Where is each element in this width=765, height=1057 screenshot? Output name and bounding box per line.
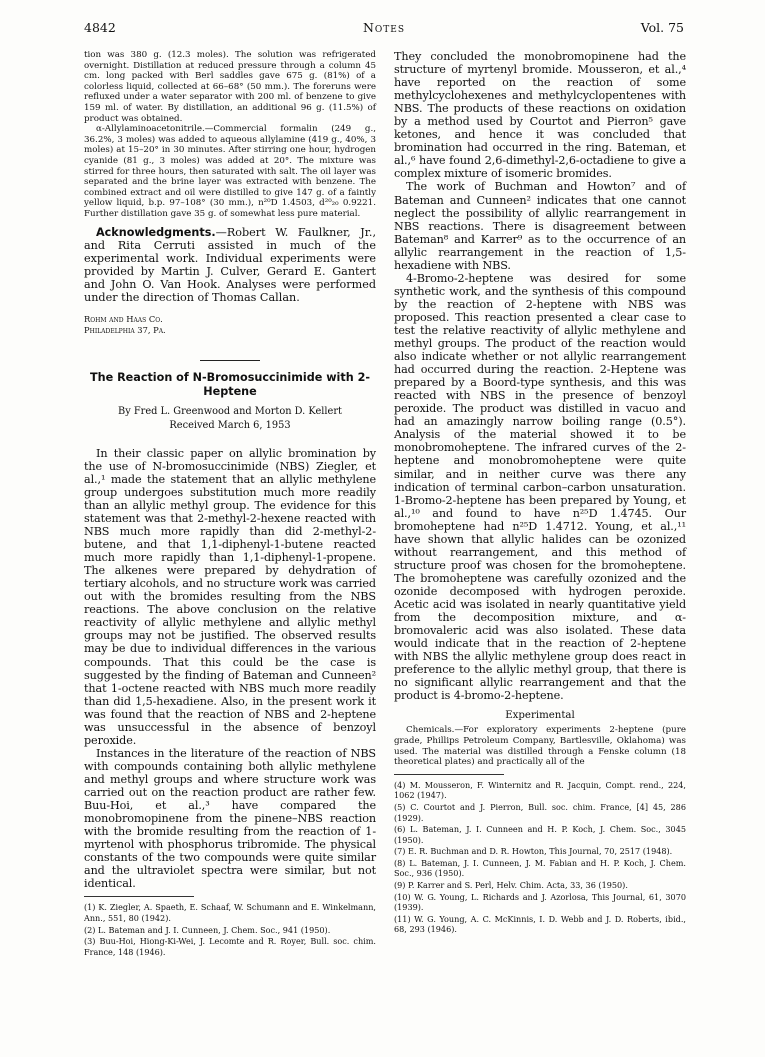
footnote: (3) Buu-Hoi, Hiong-Ki-Wei, J. Lecomte and R. Royer, Bull. soc. chim. France, 148 (1946). xyxy=(84,936,376,957)
right-column xyxy=(394,50,686,935)
footnotes-left xyxy=(84,902,376,957)
acknowledgments-heading: Acknowledgments. xyxy=(96,225,216,239)
continued-paragraph: tion was 380 g. (12.3 moles). The solution was refrigerated overnight. Distillation at reduced pressure through a column 45 cm. long packed with Berl saddles gave 675 g. (81%) of a colorless liquid, collected at 66–68° (50 mm.). The foreruns were refluxed under a water separator with 200 ml. of benzene to give 159 ml. of water. By distillation, an additional 96 g. (11.5%) of product was obtained. xyxy=(84,50,376,124)
received-date: Received March 6, 1953 xyxy=(169,419,291,431)
body-paragraph-1: They concluded the monobromopinene had the structure of myrtenyl bromide. Mousseron, et al.,⁴ have reported on the reaction of some methylcyclohexenes and methylcyclopentenes with NBS. The products of these reactions on oxidation by a method used by Courtot and Pierron⁵ gave ketones, and hence it was concluded that bromination had occurred in the ring. Bateman, et al.,⁶ have found 2,6-dimethyl-2,6-octadiene to give a complex mixture of isomeric bromides. xyxy=(394,50,686,181)
section-name: Notes xyxy=(362,20,406,35)
footnotes-right xyxy=(394,780,686,935)
article-title: The Reaction of N-Bromosuccinimide with 2-Heptene xyxy=(89,370,371,398)
left-column xyxy=(84,50,376,957)
body-paragraph-3: 4-Bromo-2-heptene was desired for some synthetic work, and the synthesis of this compound by the reaction of 2-heptene with NBS was proposed. This reaction presented a clear case to test the relative reactivity of allylic methylene and methyl groups. The product of the reaction would also indicate whether or not allylic rearrangement had occurred during the reaction. 2-Heptene was prepared by a Boord-type synthesis, and this was reacted with NBS in the presence of benzoyl peroxide. The product was distilled in vacuo and had an amazingly narrow boiling range (0.5°). Analysis of the material showed it to be monobromoheptene. The infrared curves of the 2-heptene and monobromoheptene were quite similar, and in neither curve was there any indication of terminal carbon–carbon unsaturation. 1-Bromo-2-heptene has been prepared by Young, et al.,¹⁰ and found to have n²⁵D 1.4745. Our bromoheptene had n²⁵D 1.4712. Young, et al.,¹¹ have shown that allylic halides can be ozonized without rearrangement, and this method of structure proof was chosen for the bromoheptene. The bromoheptene was carefully ozonized and the ozonide decomposed with hydrogen peroxide. Acetic acid was isolated in nearly quantitative yield from the decomposition mixture, and α-bromovaleric acid was also isolated. These data would indicate that in the reaction of 2-heptene with NBS the allylic methylene group does react in preference to the allylic methyl group, that there is no significant allylic rearrangement and that the product is 4-bromo-2-heptene. xyxy=(394,271,686,703)
footnote: (5) C. Courtot and J. Pierron, Bull. soc. chim. France, [4] 45, 286 (1929). xyxy=(394,801,686,823)
page-number: 4842 xyxy=(84,20,116,35)
footnote: (9) P. Karrer and S. Perl, Helv. Chim. Acta, 33, 36 (1950). xyxy=(394,880,628,891)
volume-number: Vol. 75 xyxy=(640,20,684,35)
intro-paragraph-1: In their classic paper on allylic bromination by the use of N-bromosuccinimide (NBS) Ziegler, et al.,¹ made the statement that an allylic methylene group undergoes substitution much more readily than an allylic methyl group. The evidence for this statement was that 2-methyl-2-hexene reacted with NBS much more rapidly than did 2-methyl-2-butene, and that 1,1-diphenyl-1-butene reacted much more rapidly than 1,1-diphenyl-1-propene. The alkenes were prepared by dehydration of tertiary alcohols, and no structure work was carried out with the bromides resulting from the NBS reactions. The above conclusion on the relative reactivity of allylic methylene and allylic methyl groups may not be justified. The observed results may be due to individual differences in the various compounds. That this could be the case is suggested by the finding of Bateman and Cunneen² that 1-octene reacted with NBS much more readily than did 1,5-hexadiene. Also, in the present work it was found that the reaction of NBS and 2-heptene was unsuccessful in the absence of benzoyl peroxide. xyxy=(84,446,376,747)
body-paragraph-2: The work of Buchman and Howton⁷ and of Bateman and Cunneen² indicates that one cannot neglect the possibility of allylic rearrangement in NBS reactions. There is disagreement between Bateman⁸ and Karrer⁹ as to the occurrence of an allylic rearrangement in the reaction of 1,5-hexadiene with NBS. xyxy=(394,180,686,272)
article-authors: By Fred L. Greenwood and Morton D. Kellert xyxy=(118,405,342,417)
affiliation-address xyxy=(84,314,376,336)
experimental-heading: Experimental xyxy=(505,710,575,722)
intro-paragraph-2: Instances in the literature of the reaction of NBS with compounds containing both allylic methylene and methyl groups and where structure work was carried out on the reaction product are rather few. Buu-Hoi, et al.,³ have compared the monobromopinene from the pinene–NBS reaction with the bromide resulting from the reaction of 1-myrtenol with phosphorus tribromide. The physical constants of the two compounds were quite similar and the ultraviolet spectra were similar, but not identical. xyxy=(84,746,376,891)
footnote-rule xyxy=(84,896,194,897)
acknowledgments-text: —Robert W. Faulkner, Jr., and Rita Cerruti assisted in much of the experimental work. Individual experiments were provided by Martin J. Culver, Gerard E. Gantert and John O. Van Hook. Analyses were performed under the direction of Thomas Callan. xyxy=(84,225,376,304)
running-header xyxy=(84,20,684,38)
address-line-2: Philadelphia 37, Pa. xyxy=(84,324,166,335)
footnote: (7) E. R. Buchman and D. R. Howton, This Journal, 70, 2517 (1948). xyxy=(394,846,673,857)
address-line-1: Rohm and Haas Co. xyxy=(84,313,163,324)
footnote-rule xyxy=(394,774,504,775)
footnote: (4) M. Mousseron, F. Winternitz and R. Jacquin, Compt. rend., 224, 1062 (1947). xyxy=(394,779,686,801)
footnote: (11) W. G. Young, A. C. McKinnis, I. D. Webb and J. D. Roberts, ibid., 68, 293 (1946). xyxy=(394,913,686,935)
allylaminoacetonitrile-paragraph: α-Allylaminoacetonitrile.—Commercial formalin (249 g., 36.2%, 3 moles) was added to aqueous allylamine (419 g., 40%, 3 moles) at 15–20° in 30 minutes. After stirring one hour, hydrogen cyanide (81 g., 3 moles) was added at 20°. The mixture was stirred for three hours, then saturated with salt. The oil layer was separated and the brine layer was extracted with benzene. The combined extract and oil were distilled to give 147 g. of a faintly yellow liquid, b.p. 97–108° (30 mm.), n²⁰D 1.4503, d²⁰₂₀ 0.9221. Further distillation gave 35 g. of somewhat less pure material. xyxy=(84,124,376,219)
footnote: (8) L. Bateman, J. I. Cunneen, J. M. Fabian and H. P. Koch, J. Chem. Soc., 936 (1950). xyxy=(394,857,686,879)
footnote: (1) K. Ziegler, A. Spaeth, E. Schaaf, W. Schumann and E. Winkelmann, Ann., 551, 80 (1942). xyxy=(84,902,376,923)
footnote: (10) W. G. Young, L. Richards and J. Azorlosa, This Journal, 61, 3070 (1939). xyxy=(394,891,686,913)
chemicals-paragraph: Chemicals.—For exploratory experiments 2-heptene (pure grade, Phillips Petroleum Company, Bartlesville, Oklahoma) was used. The material was distilled through a Fenske column (18 theoretical plates) and practically all of the xyxy=(394,725,686,768)
footnote: (2) L. Bateman and J. I. Cunneen, J. Chem. Soc., 941 (1950). xyxy=(84,924,331,935)
footnote: (6) L. Bateman, J. I. Cunneen and H. P. Koch, J. Chem. Soc., 3045 (1950). xyxy=(394,824,686,845)
section-divider xyxy=(200,360,260,361)
acknowledgments-paragraph xyxy=(84,226,376,304)
